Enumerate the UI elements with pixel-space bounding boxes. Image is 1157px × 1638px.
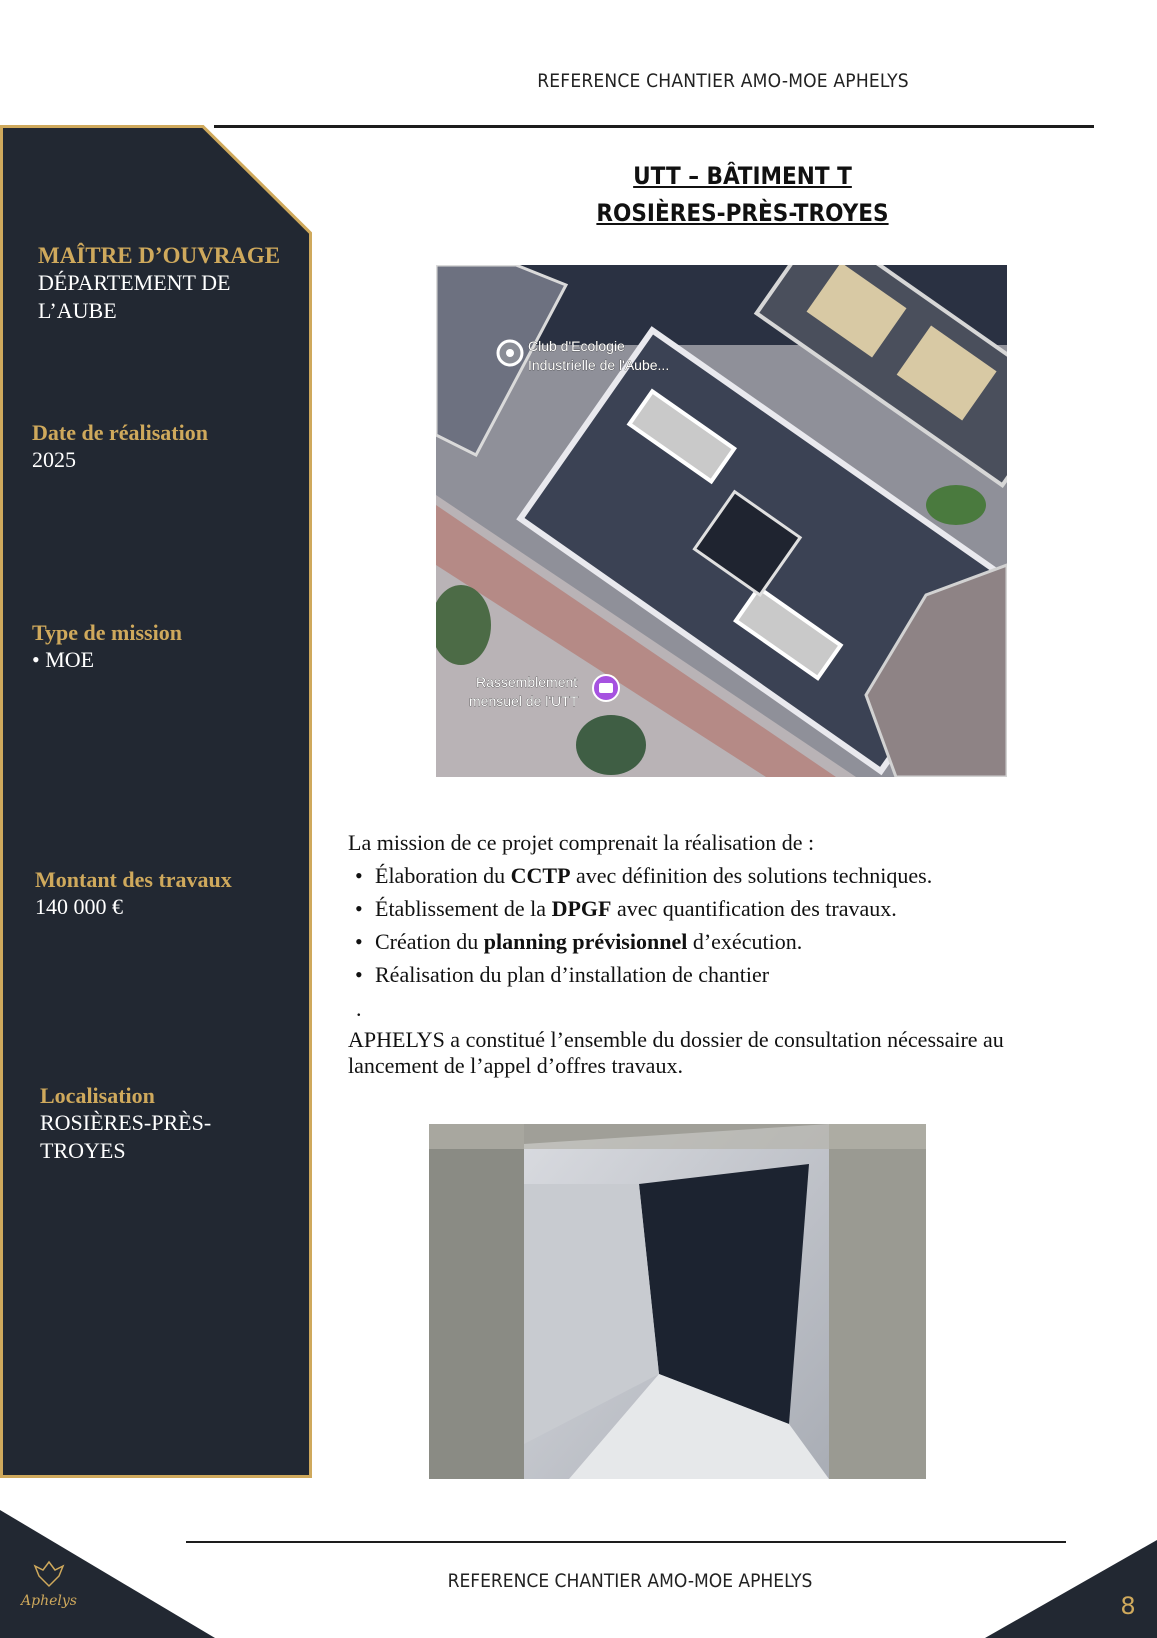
maitre-ouvrage-value-line1: DÉPARTEMENT DE bbox=[38, 270, 231, 295]
sidebar-panel bbox=[0, 125, 312, 1478]
list-item: • Élaboration du CCTP avec définition des solutions techniques. bbox=[348, 859, 1128, 892]
mission-intro: La mission de ce projet comprenait la réalisation de : bbox=[348, 830, 815, 855]
localisation-label: Localisation bbox=[40, 1083, 155, 1108]
project-title bbox=[340, 158, 1145, 232]
roof-hatch-photo bbox=[429, 1124, 926, 1479]
page-number: 8 bbox=[1120, 1592, 1136, 1620]
montant-block bbox=[35, 867, 232, 921]
date-value: 2025 bbox=[32, 447, 76, 472]
header-divider bbox=[214, 125, 1094, 128]
project-title-line1: UTT – BÂTIMENT T bbox=[633, 162, 852, 190]
mission-type-value: • MOE bbox=[32, 647, 95, 672]
list-item: • Création du planning prévisionnel d’exécution. bbox=[348, 925, 1128, 958]
aerial-map-photo bbox=[436, 265, 1007, 777]
maitre-ouvrage-value-line2: L’AUBE bbox=[38, 298, 117, 323]
maitre-ouvrage-block bbox=[38, 243, 280, 325]
list-item: • Réalisation du plan d’installation de chantier bbox=[348, 958, 1128, 991]
date-block bbox=[32, 420, 208, 474]
localisation-value-line1: ROSIÈRES-PRÈS- bbox=[40, 1110, 212, 1135]
localisation-block bbox=[40, 1083, 211, 1165]
map-poi-rassemblement-line2: mensuel de l'UTT bbox=[469, 693, 579, 709]
montant-label: Montant des travaux bbox=[35, 867, 232, 892]
map-poi-club-line2: Industrielle de l'Aube... bbox=[528, 357, 670, 373]
closing-paragraph: APHELYS a constitué l’ensemble du dossier de consultation nécessaire au lancement de l’appel d’offres travaux. bbox=[348, 1027, 1004, 1078]
map-poi-rassemblement-line1: Rassemblement bbox=[476, 674, 578, 690]
localisation-value-line2: TROYES bbox=[40, 1138, 126, 1163]
footer-title: REFERENCE CHANTIER AMO-MOE APHELYS bbox=[447, 1570, 813, 1592]
maitre-ouvrage-label: MAÎTRE D’OUVRAGE bbox=[38, 243, 281, 268]
stray-dot: . bbox=[356, 996, 362, 1021]
montant-value: 140 000 € bbox=[35, 894, 123, 919]
project-title-line2: ROSIÈRES-PRÈS-TROYES bbox=[596, 199, 889, 227]
header-title: REFERENCE CHANTIER AMO-MOE APHELYS bbox=[537, 70, 909, 92]
mission-type-label: Type de mission bbox=[32, 620, 182, 645]
list-item: • Établissement de la DPGF avec quantification des travaux. bbox=[348, 892, 1128, 925]
map-poi-club-line1: Club d'Ecologie bbox=[528, 338, 625, 354]
mission-description bbox=[348, 826, 1128, 1079]
date-label: Date de réalisation bbox=[32, 420, 208, 445]
footer-right-corner-shape bbox=[985, 1540, 1157, 1638]
mission-bullet-list bbox=[348, 859, 1128, 991]
mission-type-block bbox=[32, 620, 182, 674]
aphelys-logo-text: Aphelys bbox=[21, 1593, 77, 1609]
footer-divider bbox=[186, 1541, 1066, 1543]
